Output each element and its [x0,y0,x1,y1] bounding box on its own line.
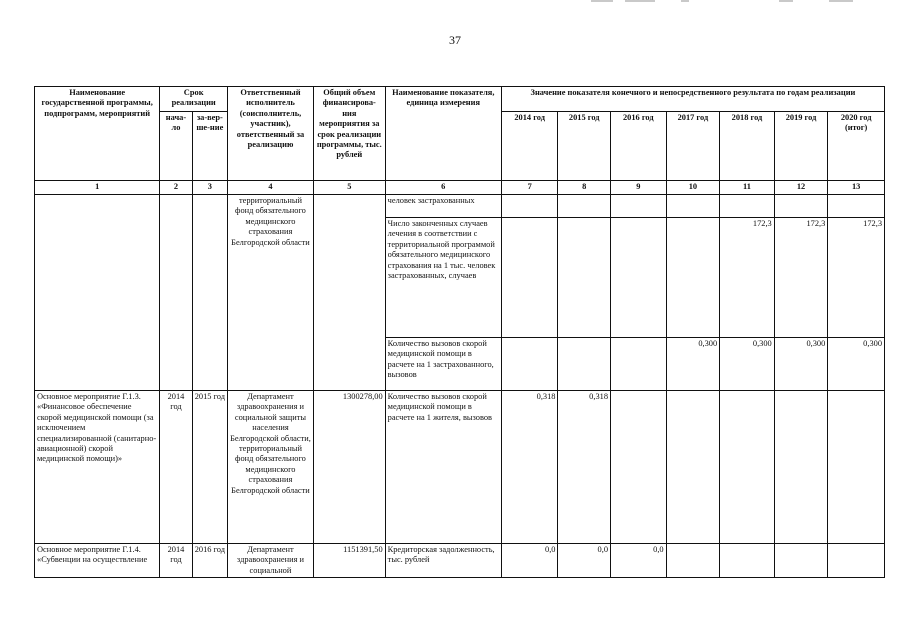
end-cell: 2016 год [192,544,227,578]
value-cell [720,391,775,544]
column-number: 5 [313,181,385,195]
value-cell: 0,300 [666,338,720,391]
program-cell: Основное мероприятие Г.1.4. «Субвенции на осуществление [35,544,160,578]
column-number: 9 [611,181,667,195]
value-cell: 0,0 [558,544,611,578]
indicator-cell: Кредиторская задолженность, тыс. рублей [385,544,501,578]
value-cell [501,338,558,391]
header-indicator: Наименование показателя, единица измерения [385,87,501,181]
value-cell [666,391,720,544]
value-cell [611,338,667,391]
header-term: Срок реализации [160,87,228,112]
value-cell [501,218,558,338]
value-cell [558,338,611,391]
column-number: 3 [192,181,227,195]
header-year-2018: 2018 год [720,112,775,181]
header-year-2019: 2019 год [774,112,828,181]
value-cell: 0,300 [828,338,885,391]
value-cell [666,544,720,578]
column-number: 7 [501,181,558,195]
page-number: 37 [449,33,461,47]
value-cell [828,391,885,544]
header-year-2014: 2014 год [501,112,558,181]
value-cell [501,195,558,218]
value-cell: 172,3 [828,218,885,338]
program-table [34,86,885,578]
value-cell: 0,0 [501,544,558,578]
table-row [35,195,885,218]
value-cell: 172,3 [720,218,775,338]
value-cell [666,218,720,338]
column-number: 12 [774,181,828,195]
header-responsible: Ответственный исполнитель (соисполнитель, участник), ответственный за реализацию [228,87,314,181]
start-cell: 2014 год [160,544,192,578]
scan-artifact [581,0,881,3]
value-cell: 0,300 [720,338,775,391]
value-cell [558,218,611,338]
end-cell [192,195,227,391]
financing-cell: 1300278,00 [313,391,385,544]
column-number: 8 [558,181,611,195]
header-row-1 [35,87,885,112]
header-year-2015: 2015 год [558,112,611,181]
program-cell: Основное мероприятие Г.1.3. «Финансовое обеспечение скорой медицинской помощи (за исключением специализированной (санитарно-авиационной) скорой медицинской помощи)» [35,391,160,544]
header-year-2016: 2016 год [611,112,667,181]
value-cell: 0,0 [611,544,667,578]
header-year-2020: 2020 год (итог) [828,112,885,181]
value-cell [558,195,611,218]
column-number: 10 [666,181,720,195]
value-cell [774,544,828,578]
header-program: Наименование государственной программы, подпрограмм, мероприятий [35,87,160,181]
column-number: 1 [35,181,160,195]
indicator-cell: Число законченных случаев лечения в соответствии с территориальной программой обязательного медицинского страхования на 1 тыс. человек застрахованных, случаев [385,218,501,338]
column-numbers-row [35,181,885,195]
value-cell [828,544,885,578]
responsible-cell: Департамент здравоохранения и социальной защиты населения Белгородской области, территориальный фонд обязательного медицинского страхования Белгородской области [228,391,314,544]
header-values: Значение показателя конечного и непосредственного результата по годам реализации [501,87,884,112]
header-end: за-вер-ше-ние [192,112,227,181]
table-row [35,544,885,578]
financing-cell [313,195,385,391]
start-cell: 2014 год [160,391,192,544]
header-start: нача-ло [160,112,192,181]
indicator-cell: человек застрахованных [385,195,501,218]
column-number: 6 [385,181,501,195]
responsible-cell: Департамент здравоохранения и социальной [228,544,314,578]
column-number: 2 [160,181,192,195]
value-cell [666,195,720,218]
value-cell: 172,3 [774,218,828,338]
column-number: 11 [720,181,775,195]
indicator-cell: Количество вызовов скорой медицинской помощи в расчете на 1 застрахованного, вызовов [385,338,501,391]
value-cell [774,195,828,218]
value-cell [720,544,775,578]
financing-cell: 1151391,50 [313,544,385,578]
value-cell: 0,300 [774,338,828,391]
value-cell [828,195,885,218]
value-cell: 0,318 [558,391,611,544]
responsible-cell: территориальный фонд обязательного медицинского страхования Белгородской области [228,195,314,391]
end-cell: 2015 год [192,391,227,544]
value-cell [611,195,667,218]
value-cell [611,391,667,544]
indicator-cell: Количество вызовов скорой медицинской помощи в расчете на 1 жителя, вызовов [385,391,501,544]
value-cell [774,391,828,544]
start-cell [160,195,192,391]
value-cell: 0,318 [501,391,558,544]
header-year-2017: 2017 год [666,112,720,181]
value-cell [720,195,775,218]
column-number: 13 [828,181,885,195]
program-cell [35,195,160,391]
header-financing: Общий объем финансирова-ния мероприятия за срок реализации программы, тыс. рублей [313,87,385,181]
table-row [35,391,885,544]
column-number: 4 [228,181,314,195]
value-cell [611,218,667,338]
